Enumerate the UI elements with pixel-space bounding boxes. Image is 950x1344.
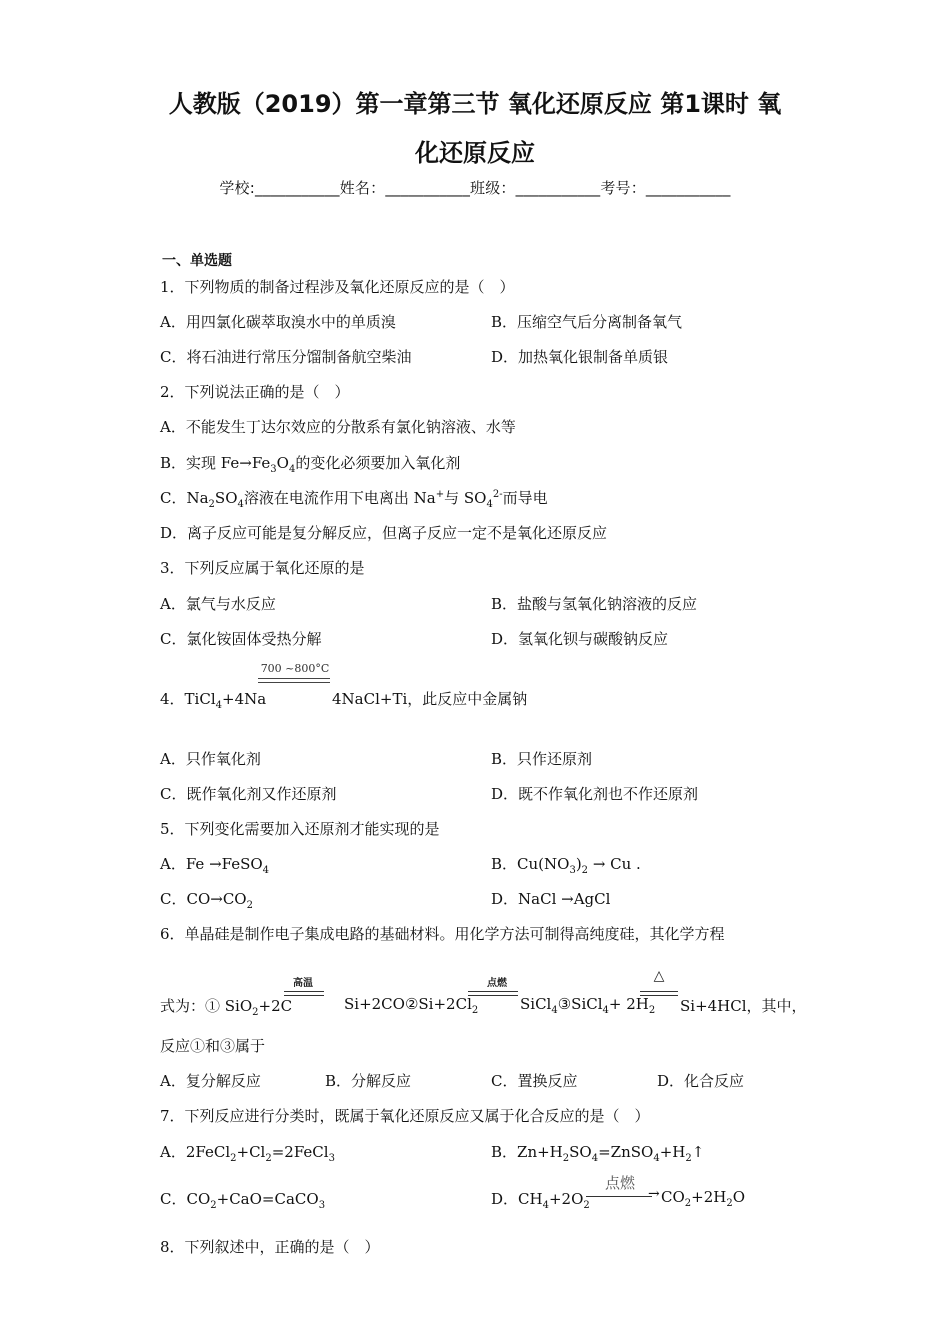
question-7-stem: 7．下列反应进行分类时，既属于氧化还原反应又属于化合反应的是（ ） [160,1107,650,1125]
question-4-condition: 700 ~800°C [260,662,330,675]
question-7-option-d-rhs: $CO_2+2H_2O$ [661,1188,746,1209]
question-6-equation-part-1: 式为：① SiO$_2$+2C [160,997,293,1018]
question-5-stem: 5．下列变化需要加入还原剂才能实现的是 [160,820,440,838]
question-6-option-a: A．复分解反应 [160,1072,261,1090]
question-6-stem-end: 反应①和③属于 [160,1037,266,1055]
question-3-stem: 3．下列反应属于氧化还原的是 [160,559,365,577]
question-6-condition-2: 点燃 [487,978,507,989]
question-6-equation-part-3: SiCl$_4$③SiCl$_4$+ $2H_2$ [520,995,656,1016]
question-1-option-d: D．加热氧化银制备单质银 [491,348,669,366]
question-6-equation-part-2: $Si+2CO②Si+2Cl_2$ [344,995,479,1016]
question-4-stem-rhs: 4NaCl+Ti，此反应中金属钠 [332,690,528,708]
question-7-option-d-condition: 点燃 [604,1174,635,1192]
question-6-option-c: C．置换反应 [491,1072,578,1090]
question-7-option-c: C．$CO_2+CaO=CaCO_3$ [160,1190,326,1211]
question-4-double-line-top [258,678,330,679]
question-4-double-line-bottom [258,682,330,683]
question-1-option-a: A．用四氯化碳萃取溴水中的单质溴 [160,313,396,331]
question-7-option-d-arrow-head: → [648,1186,660,1202]
question-7-option-a: A．$2FeCl_2+Cl_2=2FeCl_3$ [160,1143,335,1164]
question-4-option-d: D．既不作氧化剂也不作还原剂 [491,785,699,803]
question-6-equation-part-4: Si+4HCl，其中， [680,997,807,1015]
question-4-option-a: A．只作氧化剂 [160,750,261,768]
question-1-option-b: B．压缩空气后分离制备氧气 [491,313,683,331]
student-info-line: 学校:___________姓名：___________班级：___________考号：___________ [219,179,731,197]
question-2-option-c: C．$Na_2SO_4$溶液在电流作用下电离出 Na+与 $SO_4^{2-}$而导电 [160,489,548,510]
question-6-option-b: B．分解反应 [325,1072,412,1090]
question-7-option-d-lhs: D．$CH_4+2O_2$ [491,1190,590,1211]
question-7-option-d-arrow-line [586,1196,652,1197]
question-3-option-b: B．盐酸与氢氧化钠溶液的反应 [491,595,698,613]
question-1-stem: 1．下列物质的制备过程涉及氧化还原反应的是（ ） [160,278,515,296]
question-4-option-c: C．既作氧化剂又作还原剂 [160,785,337,803]
worksheet-title-line2: 化还原反应 [415,139,535,167]
question-5-option-b: B．$Cu(NO_3)_2 \to Cu$ . [491,855,641,876]
section-heading: 一、单选题 [162,253,232,269]
question-2-option-a: A．不能发生丁达尔效应的分散系有氯化钠溶液、水等 [160,418,516,436]
question-6-condition-1: 高温 [293,978,313,989]
question-4-option-b: B．只作还原剂 [491,750,593,768]
question-7-option-b: B．$Zn+H_2SO_4=ZnSO_4+H_2↑$ [491,1143,705,1164]
question-4-stem-lhs: 4．TiCl$_4$+4Na [160,690,267,711]
question-6-stem: 6．单晶硅是制作电子集成电路的基础材料。用化学方法可制得高纯度硅，其化学方程 [160,925,725,943]
worksheet-title-line1: 人教版（2019）第一章第三节 氧化还原反应 第1课时 氧 [168,90,782,118]
question-1-option-c: C．将石油进行常压分馏制备航空柴油 [160,348,412,366]
question-6-option-d: D．化合反应 [657,1072,745,1090]
question-5-option-c: C．$CO\to CO_2$ [160,890,253,911]
question-2-option-b: B．实现 $Fe\to Fe_3O_4$的变化必须要加入氧化剂 [160,454,461,475]
question-5-option-d: D．NaCl →AgCl [491,890,611,908]
question-5-option-a: A．Fe →FeSO$_4$ [160,855,270,876]
question-8-stem: 8．下列叙述中，正确的是（ ） [160,1238,380,1256]
question-2-option-d: D．离子反应可能是复分解反应，但离子反应一定不是氧化还原反应 [160,524,608,542]
question-6-condition-3: △ [653,968,665,984]
question-2-stem: 2．下列说法正确的是（ ） [160,383,350,401]
question-3-option-d: D．氢氧化钡与碳酸钠反应 [491,630,669,648]
question-3-option-c: C．氯化铵固体受热分解 [160,630,322,648]
question-3-option-a: A．氯气与水反应 [160,595,276,613]
